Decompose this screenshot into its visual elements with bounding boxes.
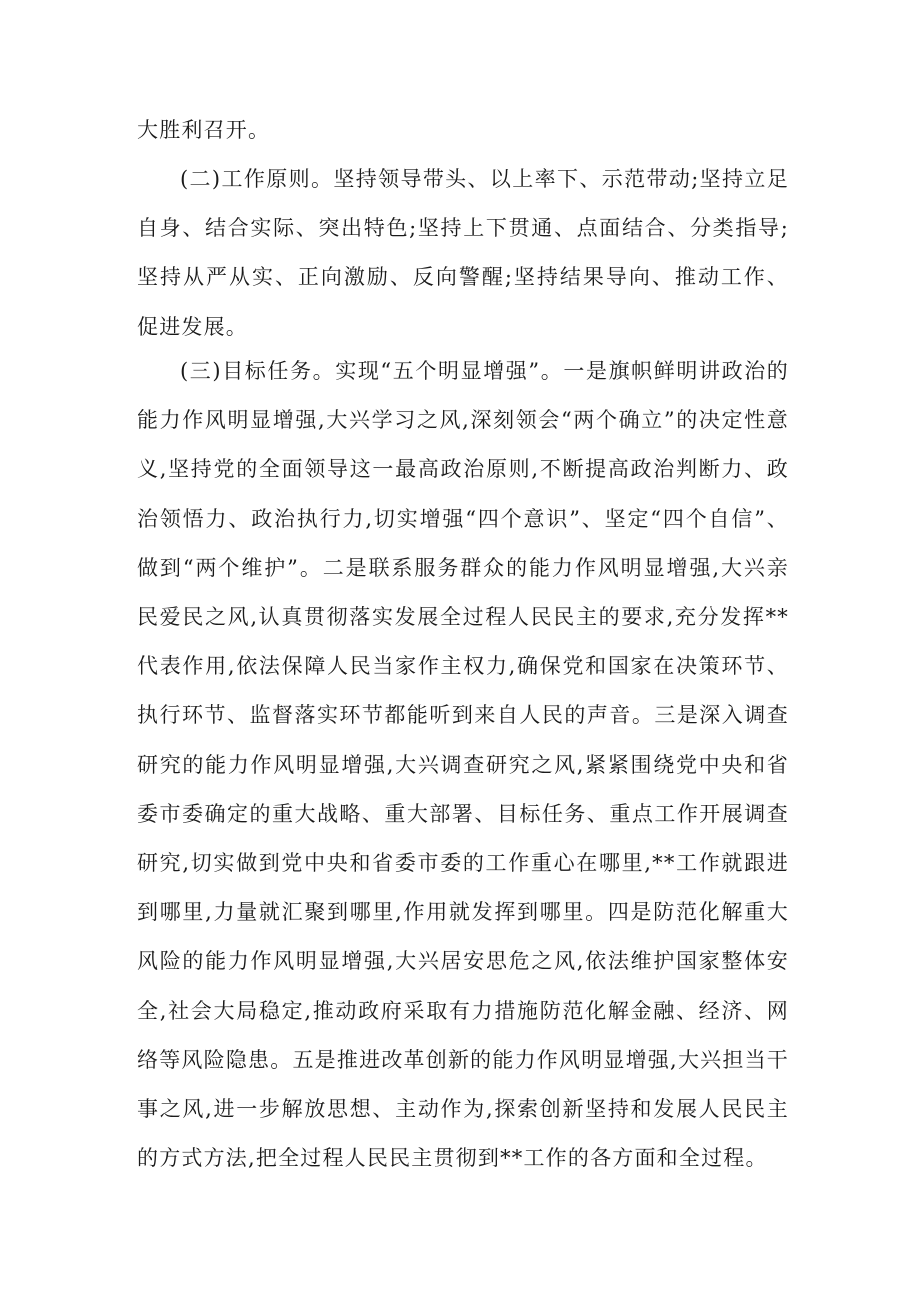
paragraph-continuation: 大胜利召开。 <box>137 118 271 142</box>
paragraph-target-tasks: (三)目标任务。实现“五个明显增强”。一是旗帜鲜明讲政治的能力作风明显增强,大兴学习之风,深刻领会“两个确立”的决定性意义,坚持党的全面领导这一最高政治原则,不断提高政治判断力、政治领悟力、政治执行力,切实增强“四个意识”、坚定“四个自信”、做到“两个维护”。二是联系服务群众的能力作风明显增强,大兴亲民爱民之风,认真贯彻落实发展全过程人民民主的要求,充分发挥**代表作用,依法保障人民当家作主权力,确保党和国家在决策环节、执行环节、监督落实环节都能听到来自人民的声音。三是深入调查研究的能力作风明显增强,大兴调查研究之风,紧紧围绕党中央和省委市委确定的重大战略、重大部署、目标任务、重点工作开展调查研究,切实做到党中央和省委市委的工作重心在哪里,**工作就跟进到哪里,力量就汇聚到哪里,作用就发挥到哪里。四是防范化解重大风险的能力作风明显增强,大兴居安思危之风,依法维护国家整体安全,社会大局稳定,推动政府采取有力措施防范化解金融、经济、网络等风险隐患。五是推进改革创新的能力作风明显增强,大兴担当干事之风,进一步解放思想、主动作为,探索创新坚持和发展人民民主的方式方法,把全过程人民民主贯彻到**工作的各方面和全过程。 <box>137 359 789 1171</box>
paragraph-work-principles: (二)工作原则。坚持领导带头、以上率下、示范带动;坚持立足自身、结合实际、突出特色;坚持上下贯通、点面结合、分类指导;坚持从严从实、正向激励、反向警醒;坚持结果导向、推动工作、促进发展。 <box>137 167 789 339</box>
